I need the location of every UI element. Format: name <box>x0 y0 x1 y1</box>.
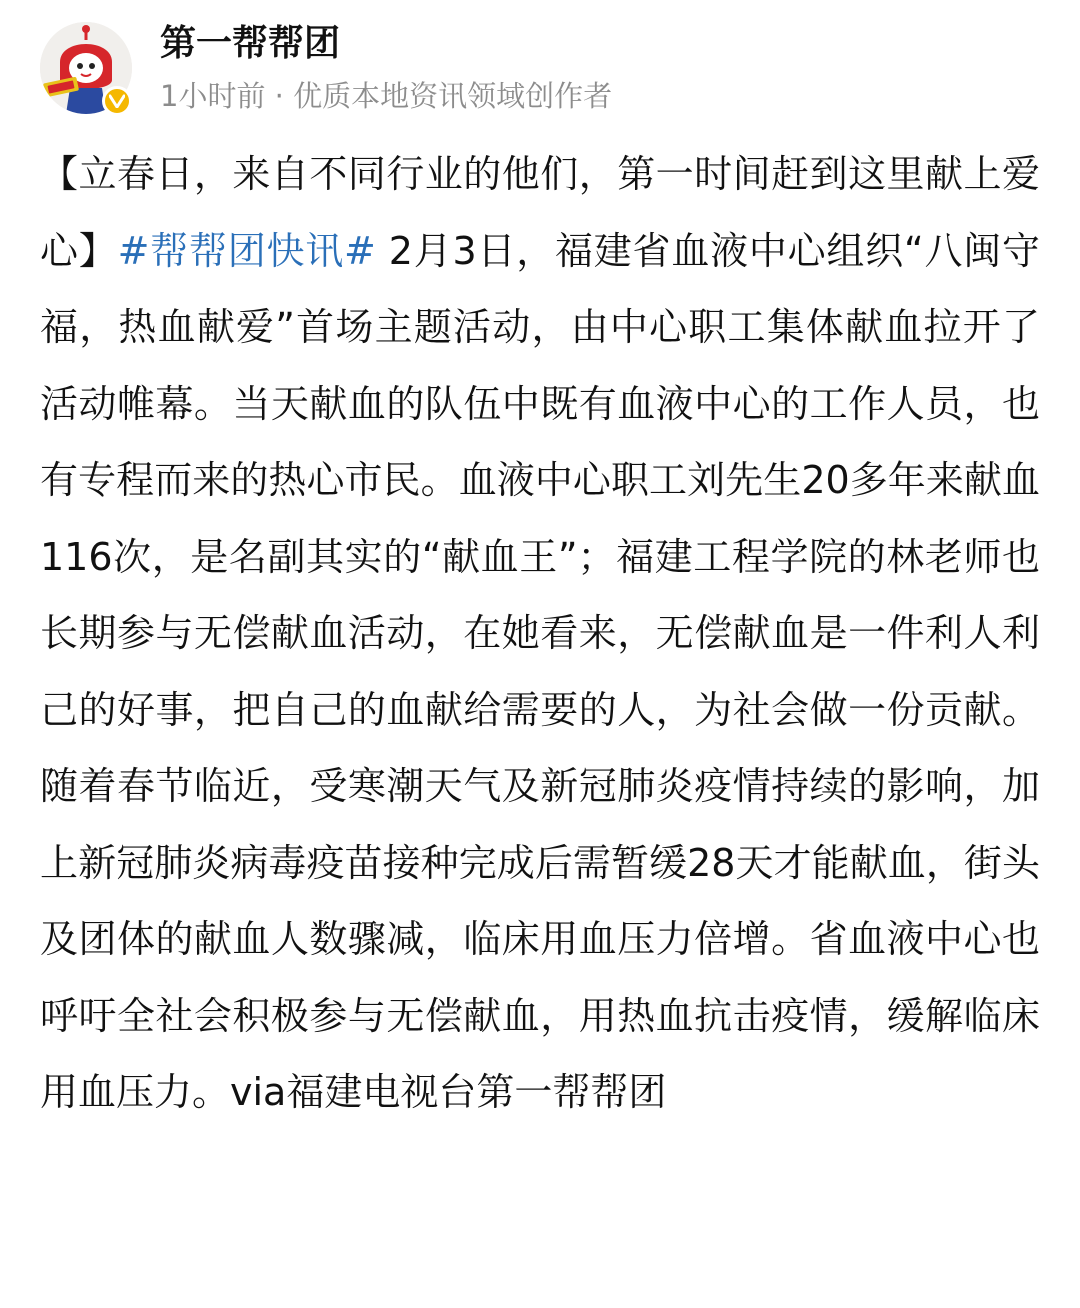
post-content <box>40 136 1040 1131</box>
hashtag-link[interactable]: #帮帮团快讯# <box>117 228 376 273</box>
post-headline: 【立春日，来自不同行业的他们，第一时间赶到这里献上爱心】 <box>40 152 1040 273</box>
meta-separator: · <box>265 79 294 113</box>
author-title: 优质本地资讯领域创作者 <box>293 79 613 113</box>
avatar[interactable] <box>40 22 132 114</box>
post-body: 2月3日，福建省血液中心组织“八闽守福，热血献爱”首场主题活动，由中心职工集体献血拉开了活动帷幕。当天献血的队伍中既有血液中心的工作人员，也有专程而来的热心市民。血液中心职工刘先生20多年来献血116次，是名副其实的“献血王”；福建工程学院的林老师也长期参与无偿献血活动，在她看来，无偿献血是一件利人利己的好事，把自己的血献给需要的人，为社会做一份贡献。随着春节临近，受寒潮天气及新冠肺炎疫情持续的影响，加上新冠肺炎病毒疫苗接种完成后需暂缓28天才能献血，街头及团体的献血人数骤减，临床用血压力倍增。省血液中心也呼吁全社会积极参与无偿献血，用热血抗击疫情，缓解临床用血压力。via福建电视台第一帮帮团 <box>40 228 1040 1114</box>
author-name[interactable]: 第一帮帮团 <box>160 23 341 64</box>
post-time: 1小时前 <box>160 79 266 113</box>
verified-v-icon <box>109 94 125 108</box>
post-header <box>40 20 1040 120</box>
post-meta <box>160 78 612 114</box>
verified-badge <box>102 86 132 116</box>
